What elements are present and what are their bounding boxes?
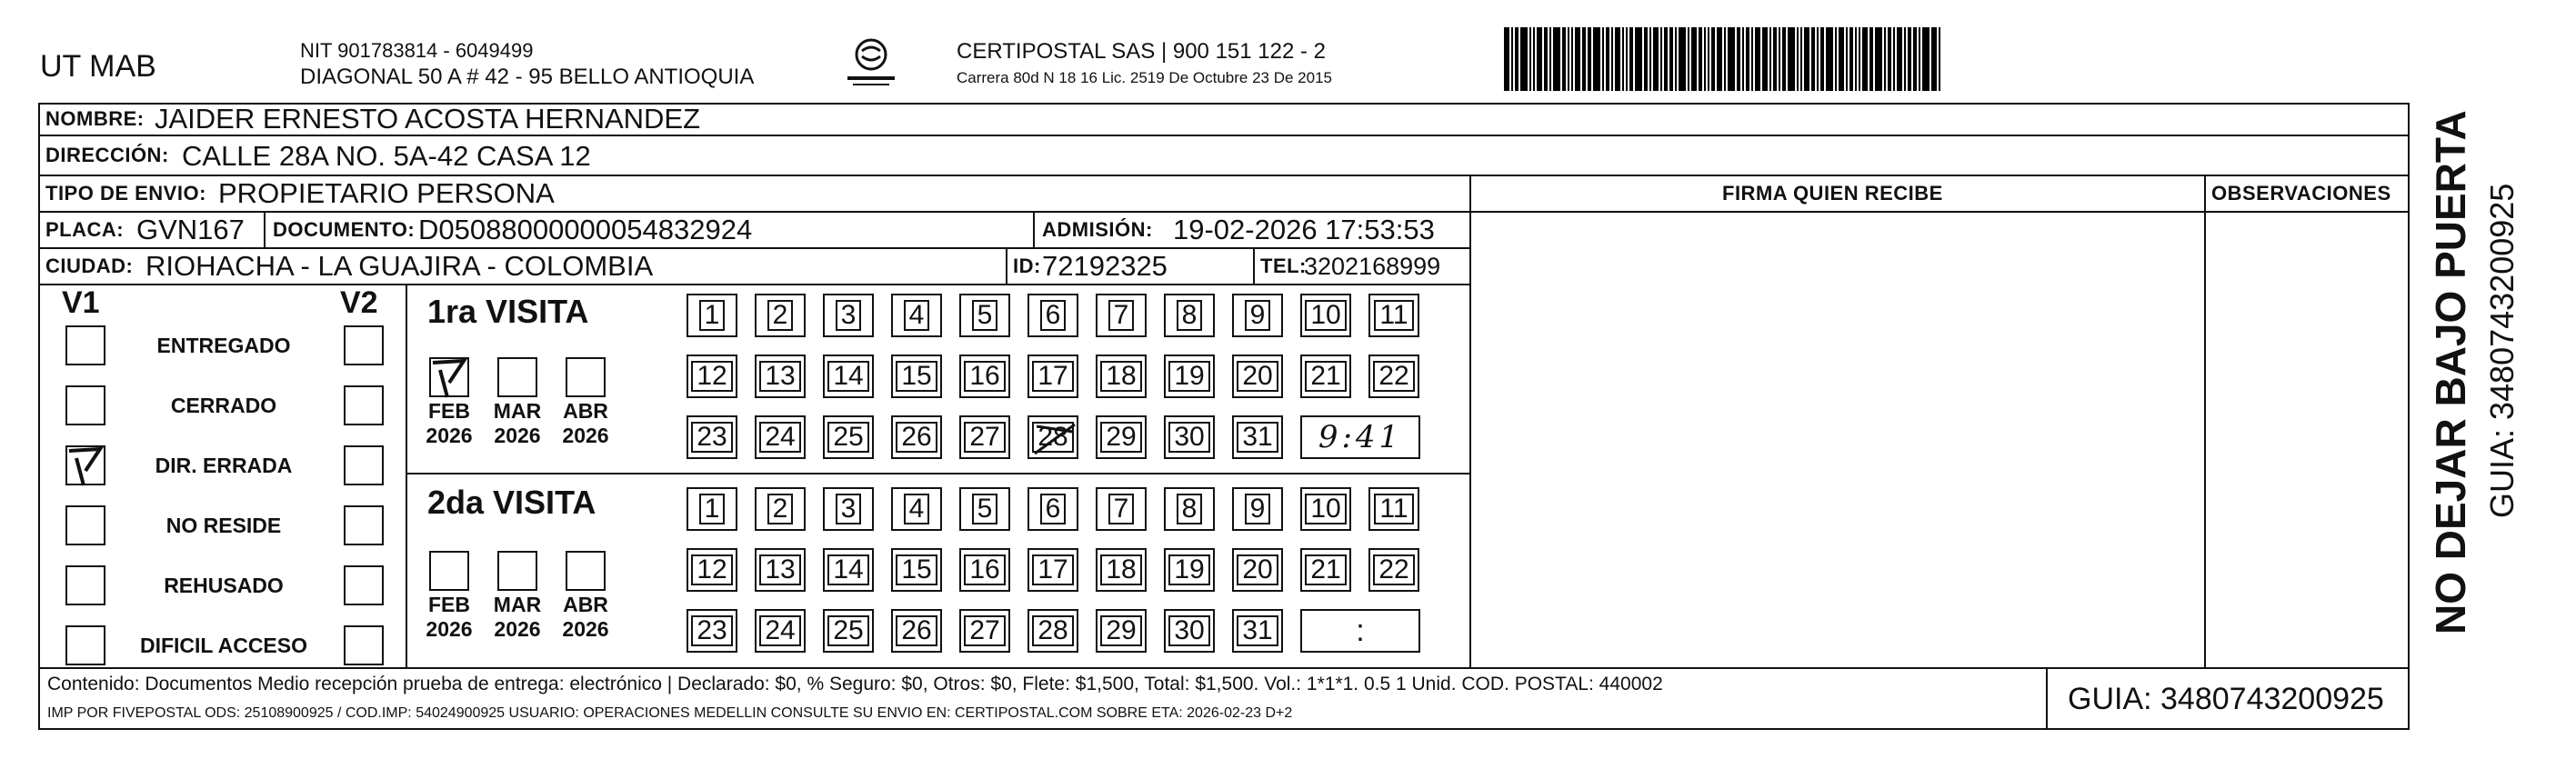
admission-label: ADMISIÓN: [1042,218,1153,241]
visit-day-box[interactable]: 16 [959,548,1010,592]
visit-day-box[interactable]: 17 [1027,355,1078,398]
status-option-label: NO RESIDE [165,514,282,537]
visit-month-label: MAR 2026 [493,399,542,447]
visit-day-box[interactable]: 8 [1164,294,1215,337]
signature-label: FIRMA QUIEN RECIBE [1722,182,1943,205]
visit-time-box[interactable]: 9:41 [1300,415,1420,459]
visit-day-box[interactable]: 4 [891,487,942,531]
visit-day-box[interactable]: 3 [823,487,874,531]
visit-day-box[interactable]: 13 [755,355,806,398]
visit-day-box[interactable]: 13 [755,548,806,592]
status-option-label: CERRADO [170,394,277,417]
visit-day-box[interactable]: 17 [1027,548,1078,592]
visit-day-box[interactable]: 16 [959,355,1010,398]
v1-checkbox[interactable] [65,625,105,665]
second-visit-label: 2da VISITA [427,484,596,521]
recipient-name: JAIDER ERNESTO ACOSTA HERNANDEZ [155,103,701,135]
visit-day-box[interactable]: 23 [687,609,737,653]
visit-day-box[interactable]: 21 [1300,548,1351,592]
visit-day-box[interactable]: 1 [687,294,737,337]
visit-day-box[interactable]: 27 [959,609,1010,653]
visit-day-box[interactable]: 20 [1232,548,1283,592]
visit-month-checkbox[interactable] [497,551,537,591]
recipient-tel: 3202168999 [1304,253,1441,280]
company-address: DIAGONAL 50 A # 42 - 95 BELLO ANTIOQUIA [300,65,755,89]
side-guide-number: GUIA: 3480743200925 [2483,183,2521,518]
visit-day-box[interactable]: 2 [755,487,806,531]
courier-name: CERTIPOSTAL SAS | 900 151 122 - 2 [957,39,1326,64]
visit-day-box[interactable]: 14 [823,355,874,398]
status-option-label: DIR. ERRADA [155,454,293,477]
recipient-city: RIOHACHA - LA GUAJIRA - COLOMBIA [145,250,654,282]
v1-checkbox[interactable] [65,565,105,605]
visit-day-box[interactable]: 15 [891,355,942,398]
visit-day-box[interactable]: 18 [1096,355,1147,398]
shipment-type: PROPIETARIO PERSONA [218,177,555,209]
document-label: DOCUMENTO: [273,218,416,241]
v2-checkbox[interactable] [344,385,384,425]
plate-label: PLACA: [45,218,125,241]
visit-day-box[interactable]: 10 [1300,294,1351,337]
visit-day-box[interactable]: 12 [687,355,737,398]
visit-month-label: ABR 2026 [562,399,609,447]
visit-day-box[interactable]: 22 [1368,355,1419,398]
visit-day-box[interactable]: 10 [1300,487,1351,531]
name-label: NOMBRE: [45,107,145,130]
vehicle-plate: GVN167 [136,214,245,245]
visit-day-box[interactable]: 2 [755,294,806,337]
visit-day-box[interactable]: 24 [755,415,806,459]
v1-label: V1 [62,285,100,320]
shipment-type-label: TIPO DE ENVIO: [45,182,206,205]
visit-month-checkbox[interactable] [429,357,469,397]
contents-line: Contenido: Documentos Medio recepción prueba de entrega: electrónico | Declarado: $0, % Seguro: $0, Otros: $0, Flete: $1,500, Total: $1,500. Vol.: 1*1*1. 0.5 1 Unid. COD. POSTAL: 440002 [47,674,1663,694]
visit-day-box[interactable]: 21 [1300,355,1351,398]
barcode [1504,27,1942,91]
visit-day-box[interactable]: 31 [1232,609,1283,653]
visit-day-box[interactable]: 29 [1096,609,1147,653]
address-label: DIRECCIÓN: [45,144,169,166]
visit-day-box[interactable]: 29 [1096,415,1147,459]
visit-day-box[interactable]: 19 [1164,355,1215,398]
document-number: D05088000000054832924 [418,214,753,245]
visit-month-label: MAR 2026 [493,593,542,641]
admission-date: 19-02-2026 17:53:53 [1173,214,1435,245]
visit-month-checkbox[interactable] [566,551,606,591]
status-option-label: DIFICIL ACCESO [139,634,307,657]
courier-license: Carrera 80d N 18 16 Lic. 2519 De Octubre 23 De 2015 [957,69,1332,86]
v2-checkbox[interactable] [344,325,384,365]
v2-checkbox[interactable] [344,445,384,485]
visit-day-box[interactable]: 5 [959,487,1010,531]
v2-label: V2 [340,285,378,320]
visit-day-box[interactable]: 12 [687,548,737,592]
id-label: ID: [1013,255,1041,277]
visit-day-box[interactable]: 31 [1232,415,1283,459]
visit-month-label: FEB 2026 [426,593,473,641]
visit-day-box[interactable]: 9 [1232,294,1283,337]
visit-month-checkbox[interactable] [429,551,469,591]
visit-day-box[interactable]: 25 [823,415,874,459]
visit-time-box[interactable]: : [1300,609,1420,653]
company-nit: NIT 901783814 - 6049499 [300,39,534,62]
visit-day-box[interactable]: 5 [959,294,1010,337]
visit-day-box[interactable]: 28 [1027,609,1078,653]
v2-checkbox[interactable] [344,505,384,545]
visit-day-box[interactable]: 1 [687,487,737,531]
tel-label: TEL: [1260,255,1307,277]
visit-day-box[interactable]: 4 [891,294,942,337]
visit-month-checkbox[interactable] [497,357,537,397]
visit-day-box[interactable]: 6 [1027,487,1078,531]
visit-month-label: FEB 2026 [426,399,473,447]
visit-day-box[interactable]: 3 [823,294,874,337]
v1-checkbox[interactable] [65,445,105,485]
company-name: UT MAB [40,49,156,84]
visit-day-box[interactable]: 25 [823,609,874,653]
visit-day-box[interactable]: 24 [755,609,806,653]
certipostal-logo [844,35,898,93]
first-visit-label: 1ra VISITA [427,293,589,330]
v1-checkbox[interactable] [65,385,105,425]
visit-day-box[interactable]: 11 [1368,487,1419,531]
visit-day-box[interactable]: 8 [1164,487,1215,531]
v1-checkbox[interactable] [65,505,105,545]
recipient-address: CALLE 28A NO. 5A-42 CASA 12 [182,140,591,172]
v1-checkbox[interactable] [65,325,105,365]
visit-day-box[interactable]: 9 [1232,487,1283,531]
recipient-id: 72192325 [1042,250,1168,282]
visit-day-box[interactable]: 18 [1096,548,1147,592]
no-under-door-warning: NO DEJAR BAJO PUERTA [2427,110,2474,634]
visit-day-box[interactable]: 28 [1027,415,1078,459]
visit-day-box[interactable]: 30 [1164,609,1215,653]
status-option-label: ENTREGADO [156,334,291,357]
visit-day-box[interactable]: 19 [1164,548,1215,592]
observations-label: OBSERVACIONES [2211,182,2391,205]
v2-checkbox[interactable] [344,565,384,605]
visit-day-box[interactable]: 14 [823,548,874,592]
visit-day-box[interactable]: 26 [891,415,942,459]
visit-day-box[interactable]: 22 [1368,548,1419,592]
v2-checkbox[interactable] [344,625,384,665]
visit-day-box[interactable]: 15 [891,548,942,592]
status-option-label: REHUSADO [164,574,284,597]
visit-day-box[interactable]: 20 [1232,355,1283,398]
visit-day-box[interactable]: 30 [1164,415,1215,459]
city-label: CIUDAD: [45,255,134,277]
visit-day-box[interactable]: 27 [959,415,1010,459]
footer-guide-number: GUIA: 3480743200925 [2068,682,2384,716]
visit-day-box[interactable]: 23 [687,415,737,459]
visit-day-box[interactable]: 6 [1027,294,1078,337]
visit-month-checkbox[interactable] [566,357,606,397]
side-text [2411,110,2566,636]
visit-day-box[interactable]: 7 [1096,487,1147,531]
visit-day-box[interactable]: 11 [1368,294,1419,337]
visit-day-box[interactable]: 26 [891,609,942,653]
visit-month-label: ABR 2026 [562,593,609,641]
print-info-line: IMP POR FIVEPOSTAL ODS: 25108900925 / COD.IMP: 54024900925 USUARIO: OPERACIONES MEDELLIN CONSULTE SU ENVIO EN: CERTIPOSTAL.COM SOBRE ETA: 2026-02-23 D+2 [47,705,1293,721]
visit-day-box[interactable]: 7 [1096,294,1147,337]
